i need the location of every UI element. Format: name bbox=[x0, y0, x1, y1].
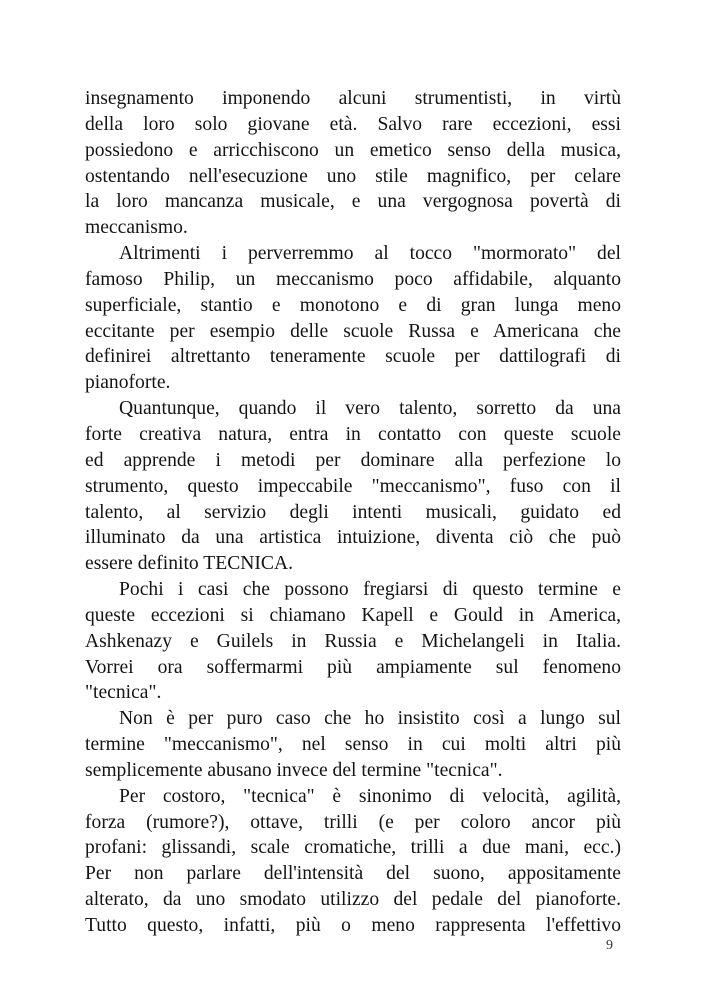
page-number: 9 bbox=[606, 938, 613, 953]
text-line: Quantunque, quando il vero talento, sorretto da una bbox=[119, 398, 621, 420]
text-line: Tutto questo, infatti, più o meno rappresenta l'effettivo bbox=[85, 915, 621, 936]
text-line: pianoforte. bbox=[85, 372, 171, 394]
text-line: alterato, da uno smodato utilizzo del pedale del pianoforte. bbox=[85, 889, 621, 911]
text-line: Pochi i casi che possono fregiarsi di questo termine e bbox=[119, 579, 621, 601]
text-line: Vorrei ora soffermarmi più ampiamente sul fenomeno bbox=[85, 656, 621, 678]
text-line: Per non parlare dell'intensità del suono, appositamente bbox=[85, 863, 621, 885]
text-line: essere definito TECNICA. bbox=[85, 553, 294, 575]
text-line: possiedono e arricchiscono un emetico senso della musica, bbox=[85, 139, 621, 161]
paragraph bbox=[85, 784, 621, 939]
text-line: semplicemente abusano invece del termine "tecnica". bbox=[85, 759, 503, 781]
text-line: profani: glissandi, scale cromatiche, trilli a due mani, ecc.) bbox=[85, 837, 621, 859]
text-line: strumento, questo impeccabile "meccanismo", fuso con il bbox=[85, 475, 621, 497]
text-line: della loro solo giovane età. Salvo rare eccezioni, essi bbox=[85, 113, 621, 135]
text-line: meccanismo. bbox=[85, 217, 188, 239]
text-line: Per costoro, "tecnica" è sinonimo di velocità, agilità, bbox=[119, 785, 621, 807]
paragraph bbox=[85, 86, 621, 241]
text-line: la loro mancanza musicale, e una vergognosa povertà di bbox=[85, 191, 621, 213]
text-line: insegnamento imponendo alcuni strumentisti, in virtù bbox=[85, 88, 621, 109]
paragraph bbox=[85, 396, 621, 577]
text-line: Ashkenazy e Guilels in Russia e Michelangeli in Italia. bbox=[85, 630, 621, 652]
text-line: forte creativa natura, entra in contatto con queste scuole bbox=[85, 423, 621, 445]
text-line: ostentando nell'esecuzione uno stile magnifico, per celare bbox=[85, 165, 621, 187]
text-line: termine "meccanismo", nel senso in cui molti altri più bbox=[85, 734, 621, 756]
text-line: "tecnica". bbox=[85, 682, 162, 704]
text-line: ed apprende i metodi per dominare alla perfezione lo bbox=[85, 449, 621, 471]
text-line: superficiale, stantio e monotono e di gran lunga meno bbox=[85, 294, 621, 316]
text-line: forza (rumore?), ottave, trilli (e per coloro ancor più bbox=[85, 811, 621, 833]
text-line: illuminato da una artistica intuizione, diventa ciò che può bbox=[85, 527, 621, 549]
text-line: definirei altrettanto teneramente scuole per dattilografi di bbox=[85, 346, 621, 368]
text-line: queste eccezioni si chiamano Kapell e Gould in America, bbox=[85, 604, 621, 626]
text-line: Altrimenti i perverremmo al tocco "mormorato" del bbox=[119, 243, 621, 265]
text-line: famoso Philip, un meccanismo poco affidabile, alquanto bbox=[85, 268, 621, 290]
body-text bbox=[85, 86, 621, 939]
text-line: Non è per puro caso che ho insistito così a lungo sul bbox=[119, 708, 621, 730]
text-line: talento, al servizio degli intenti musicali, guidato ed bbox=[85, 501, 621, 523]
text-line: eccitante per esempio delle scuole Russa e Americana che bbox=[85, 320, 621, 342]
paragraph bbox=[85, 706, 621, 784]
paragraph bbox=[85, 241, 621, 396]
paragraph bbox=[85, 577, 621, 706]
